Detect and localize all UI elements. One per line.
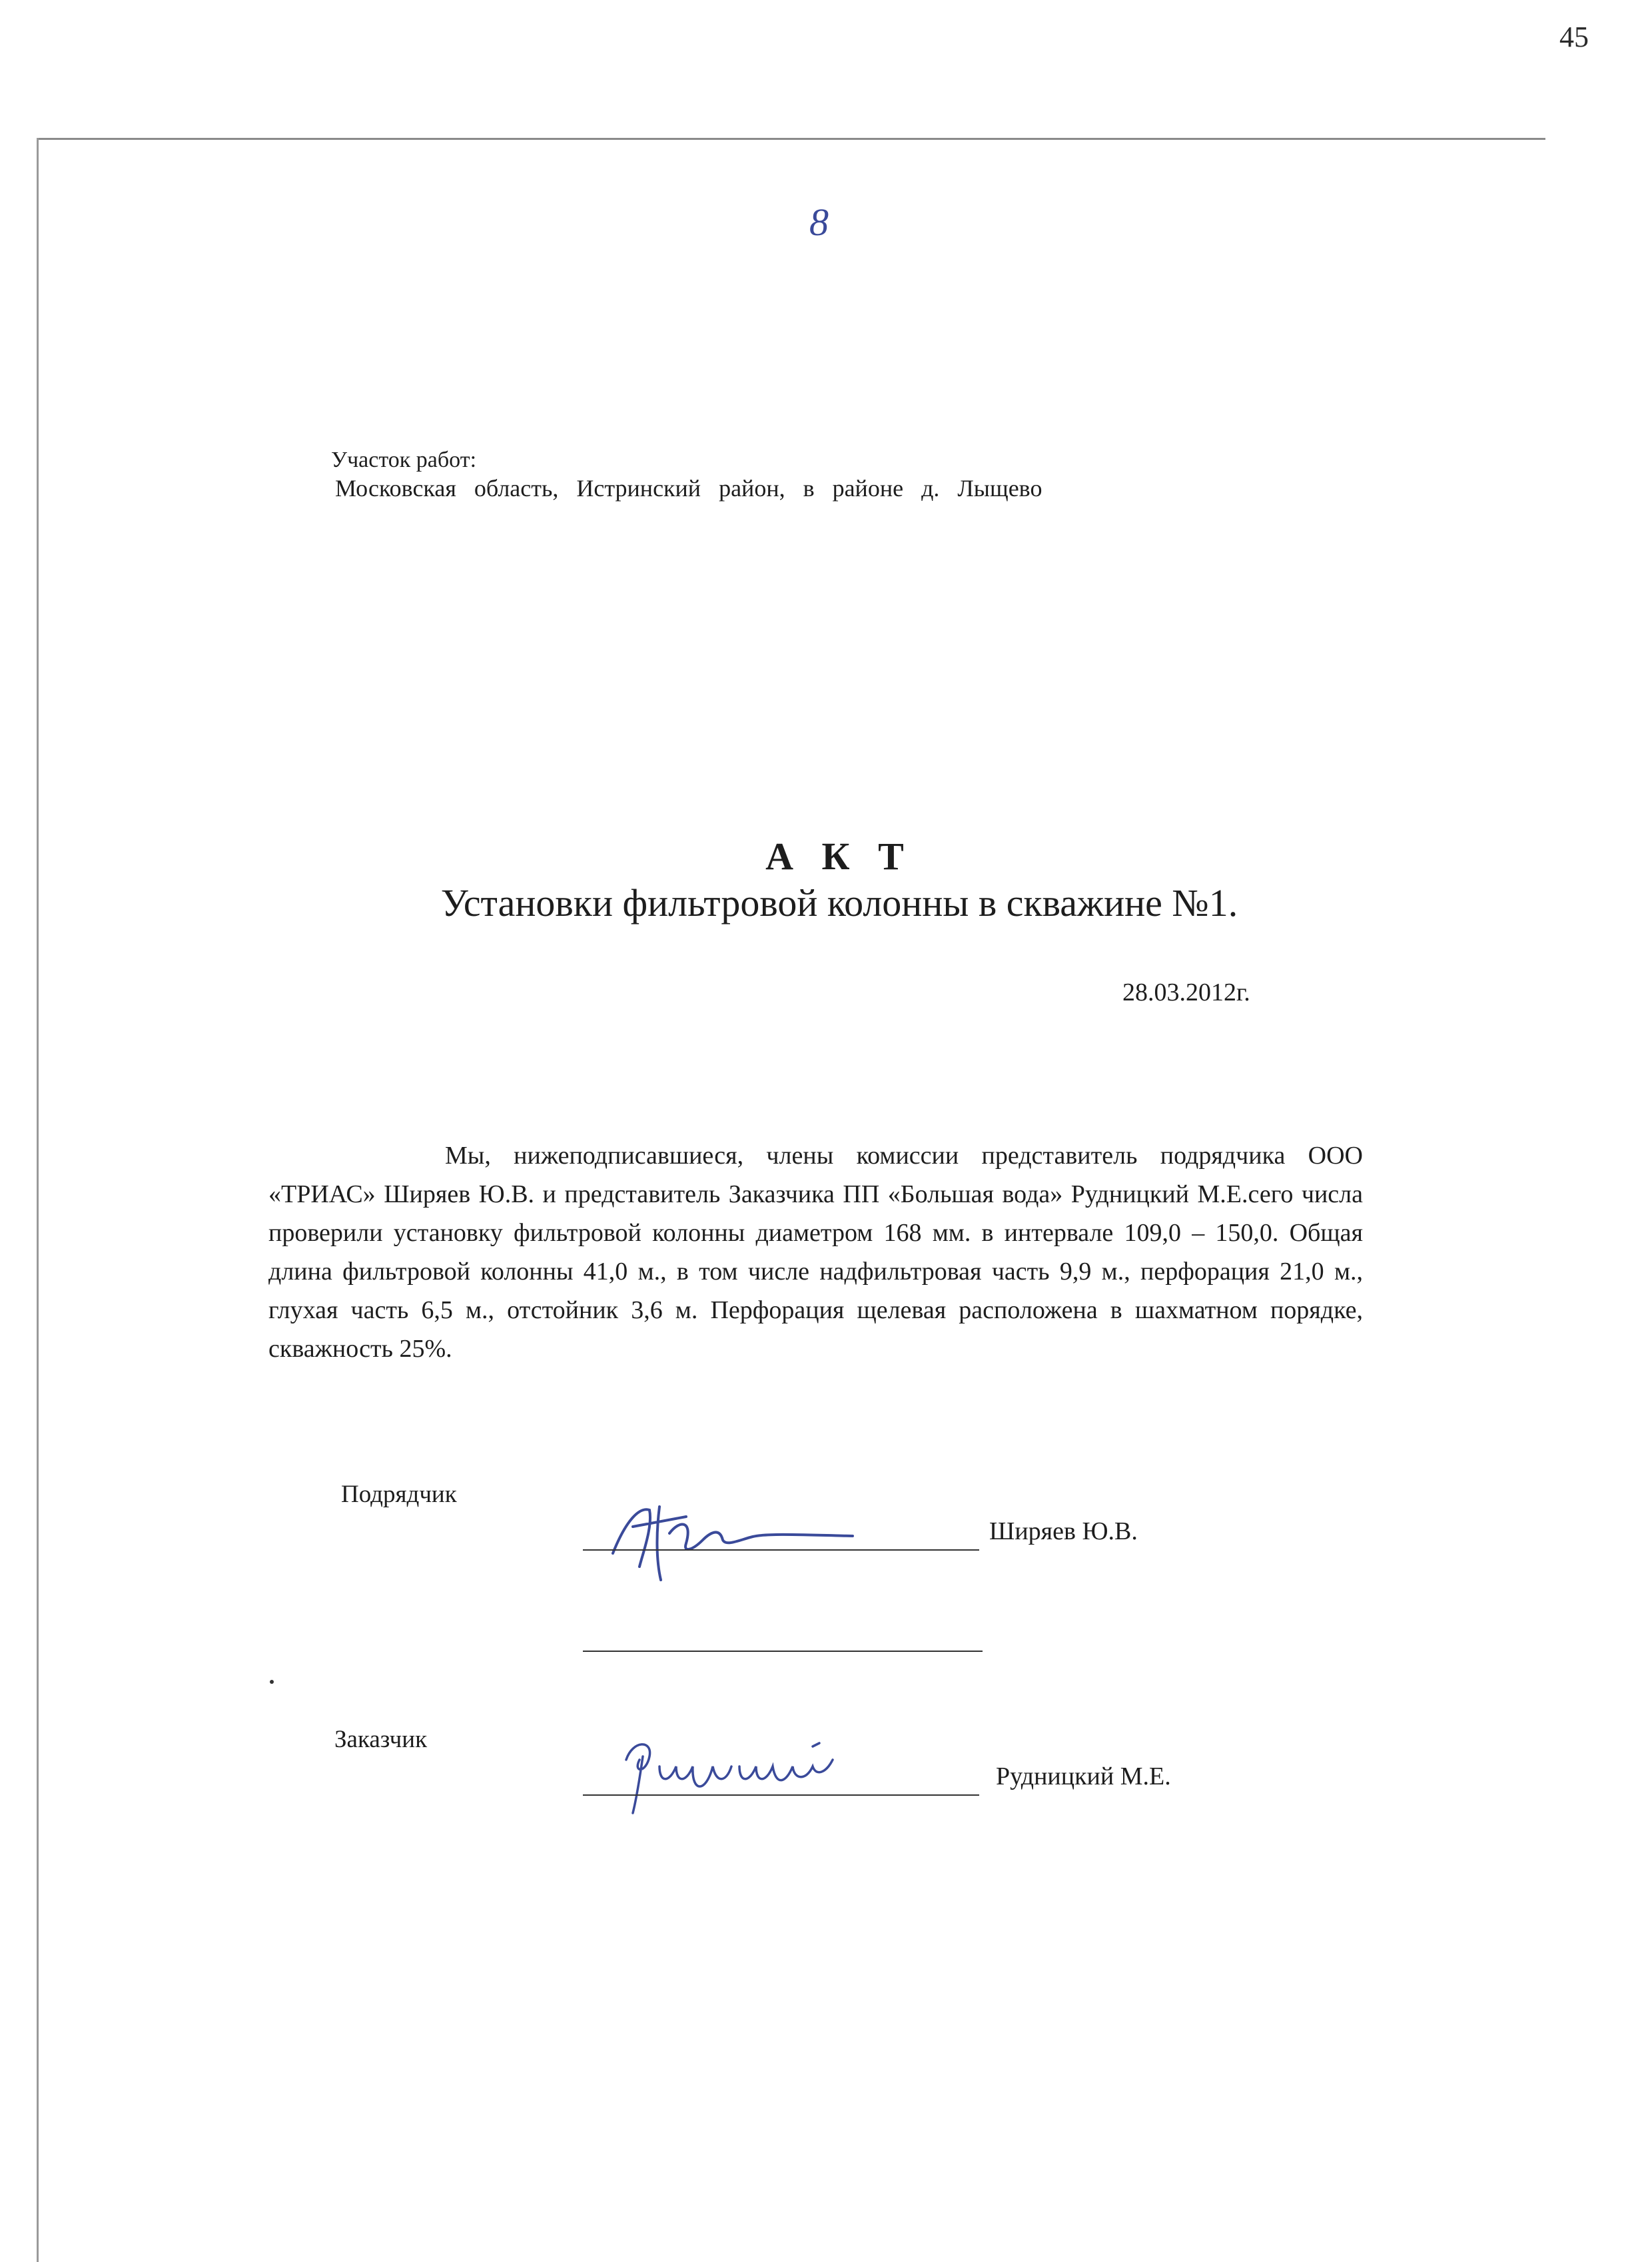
site-label: Участок работ: [331,448,477,472]
customer-role: Заказчик [334,1726,428,1753]
customer-signature-line [583,1794,979,1796]
scan-left-edge [37,138,39,2262]
site-value: Московская область, Истринский район, в районе д. Лыщево [335,475,1042,502]
customer-name: Рудницкий М.Е. [996,1762,1171,1790]
blank-signature-line [583,1651,983,1652]
contractor-signature-line [583,1549,979,1551]
page-number: 45 [1559,21,1589,53]
stray-dot [270,1680,274,1684]
customer-signature [613,1720,879,1820]
document-title: А К Т [765,835,913,878]
contractor-name: Ширяев Ю.В. [989,1517,1138,1545]
body-paragraph: Мы, нижеподписавшиеся, члены комиссии представитель подрядчика ООО «ТРИАС» Ширяев Ю.В. и представитель Заказчика ПП «Большая вода» Рудницкий М.Е.сего числа проверили установку фильтровой колонны диаметром 168 мм. в интервале 109,0 – 150,0. Общая длина фильтровой колонны 41,0 м., в том числе надфильтровая часть 9,9 м., перфорация 21,0 м., глухая часть 6,5 м., отстойник 3,6 м. Перфорация щелевая расположена в шахматном порядке, скважность 25%. [268,1142,1363,1363]
contractor-role: Подрядчик [341,1481,457,1508]
scan-top-edge [37,138,1545,140]
contractor-signature [586,1480,866,1593]
document-date: 28.03.2012г. [1122,978,1250,1006]
handwritten-sheet-number: 8 [809,200,829,244]
document-subtitle: Установки фильтровой колонны в скважине №1. [440,881,1238,925]
